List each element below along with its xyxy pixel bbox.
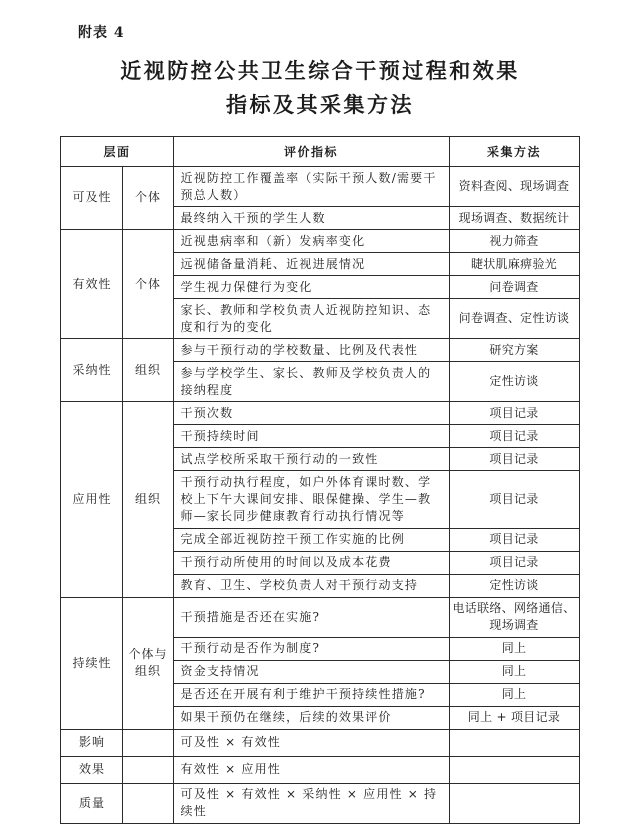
formula-cell: 可及性 × 有效性 bbox=[173, 729, 449, 756]
level-cell: 持续性 bbox=[61, 597, 123, 729]
method-cell: 睫状肌麻痹验光 bbox=[449, 253, 579, 276]
method-cell: 同上 bbox=[449, 683, 579, 706]
level-cell: 采纳性 bbox=[61, 339, 123, 402]
formula-cell: 可及性 × 有效性 × 采纳性 × 应用性 × 持续性 bbox=[173, 783, 449, 823]
indicator-cell: 参与学校学生、家长、教师及学校负责人的接纳程度 bbox=[173, 362, 449, 402]
sublevel-cell: 组织 bbox=[123, 339, 173, 402]
method-cell: 项目记录 bbox=[449, 528, 579, 551]
indicator-cell: 最终纳入干预的学生人数 bbox=[173, 207, 449, 230]
indicator-cell: 如果干预仍在继续，后续的效果评价 bbox=[173, 706, 449, 729]
indicator-cell: 干预行动是否作为制度? bbox=[173, 637, 449, 660]
method-cell: 项目记录 bbox=[449, 471, 579, 528]
indicator-cell: 干预次数 bbox=[173, 402, 449, 425]
summary-row bbox=[61, 756, 579, 783]
sublevel-cell: 个体与组织 bbox=[123, 597, 173, 729]
indicator-cell: 干预持续时间 bbox=[173, 425, 449, 448]
indicator-cell: 学生视力保健行为变化 bbox=[173, 276, 449, 299]
indicator-cell: 干预措施是否还在实施? bbox=[173, 597, 449, 637]
method-cell: 项目记录 bbox=[449, 425, 579, 448]
table-row bbox=[61, 339, 579, 362]
indicator-cell: 家长、教师和学校负责人近视防控知识、态度和行为的变化 bbox=[173, 299, 449, 339]
method-cell: 同上 bbox=[449, 660, 579, 683]
table-row bbox=[61, 167, 579, 207]
empty-sublevel-cell bbox=[123, 783, 173, 823]
method-cell: 电话联络、网络通信、现场调查 bbox=[449, 597, 579, 637]
indicator-cell: 干预行动执行程度，如户外体育课时数、学校上下午大课间安排、眼保健操、学生—教师—家长同步健康教育行动执行情况等 bbox=[173, 471, 449, 528]
table-label: 附表 4 bbox=[78, 25, 125, 41]
empty-sublevel-cell bbox=[123, 729, 173, 756]
level-cell: 效果 bbox=[61, 756, 123, 783]
column-header-level: 层面 bbox=[61, 137, 173, 167]
empty-method-cell bbox=[449, 729, 579, 756]
summary-row bbox=[61, 783, 579, 823]
level-cell: 应用性 bbox=[61, 402, 123, 597]
column-header-method: 采集方法 bbox=[449, 137, 579, 167]
method-cell: 定性访谈 bbox=[449, 362, 579, 402]
formula-cell: 有效性 × 应用性 bbox=[173, 756, 449, 783]
empty-sublevel-cell bbox=[123, 756, 173, 783]
summary-row bbox=[61, 729, 579, 756]
sublevel-cell: 个体 bbox=[123, 167, 173, 230]
indicator-cell: 近视防控工作覆盖率（实际干预人数/需要干预总人数） bbox=[173, 167, 449, 207]
indicator-cell: 试点学校所采取干预行动的一致性 bbox=[173, 448, 449, 471]
indicator-cell: 干预行动所使用的时间以及成本花费 bbox=[173, 551, 449, 574]
method-cell: 现场调查、数据统计 bbox=[449, 207, 579, 230]
empty-method-cell bbox=[449, 783, 579, 823]
indicator-table bbox=[60, 136, 579, 824]
indicator-cell: 教育、卫生、学校负责人对干预行动支持 bbox=[173, 574, 449, 597]
method-cell: 同上 bbox=[449, 637, 579, 660]
page-title bbox=[0, 54, 640, 122]
level-cell: 可及性 bbox=[61, 167, 123, 230]
method-cell: 视力筛查 bbox=[449, 230, 579, 253]
method-cell: 研究方案 bbox=[449, 339, 579, 362]
sublevel-cell: 个体 bbox=[123, 230, 173, 339]
table-row bbox=[61, 230, 579, 253]
empty-method-cell bbox=[449, 756, 579, 783]
method-cell: 项目记录 bbox=[449, 551, 579, 574]
indicator-cell: 完成全部近视防控干预工作实施的比例 bbox=[173, 528, 449, 551]
method-cell: 项目记录 bbox=[449, 402, 579, 425]
column-header-indicator: 评价指标 bbox=[173, 137, 449, 167]
sublevel-cell: 组织 bbox=[123, 402, 173, 597]
method-cell: 问卷调查、定性访谈 bbox=[449, 299, 579, 339]
method-cell: 资料查阅、现场调查 bbox=[449, 167, 579, 207]
method-cell: 同上 + 项目记录 bbox=[449, 706, 579, 729]
indicator-cell: 远视储备量消耗、近视进展情况 bbox=[173, 253, 449, 276]
table-row bbox=[61, 597, 579, 637]
level-cell: 质量 bbox=[61, 783, 123, 823]
level-cell: 有效性 bbox=[61, 230, 123, 339]
title-line-1: 近视防控公共卫生综合干预过程和效果 bbox=[120, 58, 520, 83]
table-row bbox=[61, 402, 579, 425]
method-cell: 定性访谈 bbox=[449, 574, 579, 597]
method-cell: 项目记录 bbox=[449, 448, 579, 471]
indicator-cell: 参与干预行动的学校数量、比例及代表性 bbox=[173, 339, 449, 362]
method-cell: 问卷调查 bbox=[449, 276, 579, 299]
level-cell: 影响 bbox=[61, 729, 123, 756]
indicator-cell: 是否还在开展有利于维护干预持续性措施? bbox=[173, 683, 449, 706]
indicator-cell: 近视患病率和（新）发病率变化 bbox=[173, 230, 449, 253]
indicator-cell: 资金支持情况 bbox=[173, 660, 449, 683]
title-line-2: 指标及其采集方法 bbox=[226, 92, 414, 118]
header-row bbox=[61, 137, 579, 167]
